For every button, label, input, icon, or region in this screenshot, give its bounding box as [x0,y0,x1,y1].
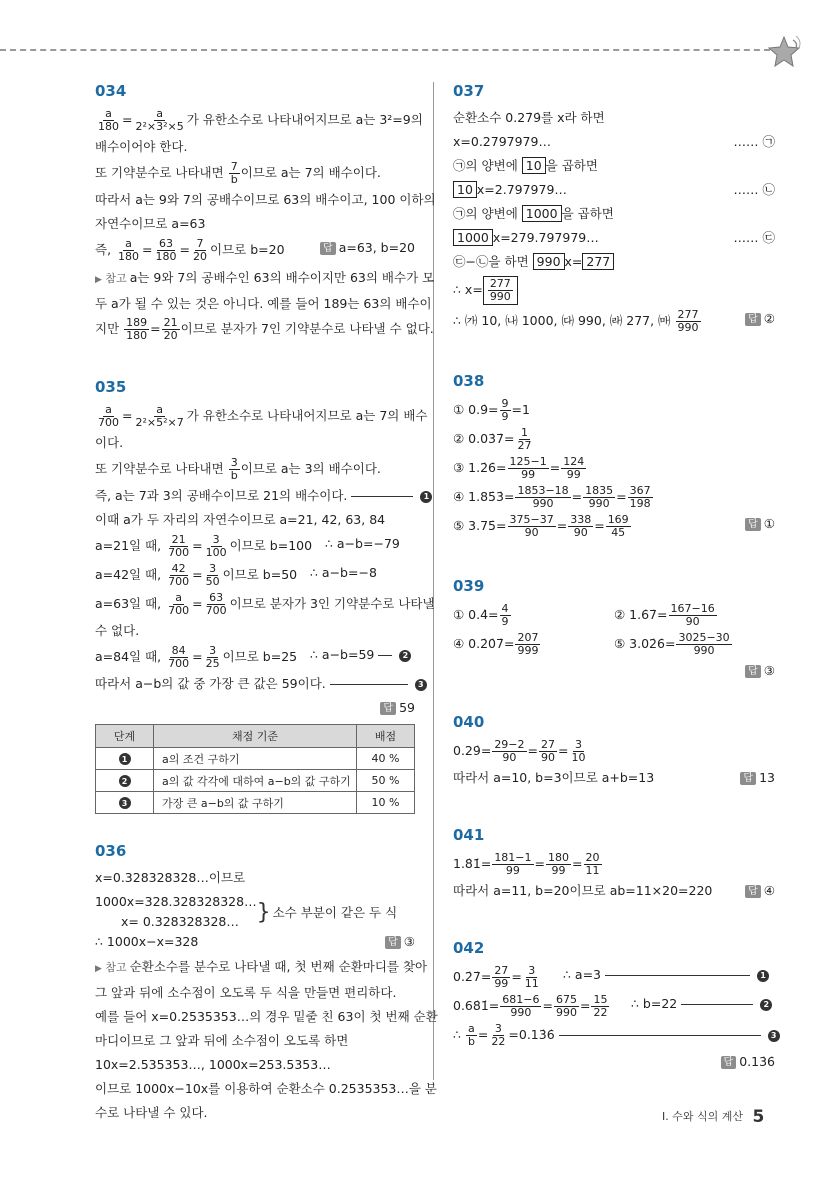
problem-number: 040 [453,713,485,731]
answer-badge-icon [740,772,756,785]
fraction: $\frac{189}{180}$ [126,316,148,342]
grading-table: 단계 채점 기준 배점 1 a의 조건 구하기 40 % 2 a의 값 각각에 대하여 a−b의 값 구하기 50 % 3 가장 큰 a−b의 값 구하기 10 % [95,724,415,814]
right-column [453,82,775,1076]
answer: 답59 [95,698,415,718]
fraction: $\frac{21}{700}$ [168,533,190,559]
fraction: $\frac{21}{20}$ [163,316,178,342]
fraction: $\frac{84}{700}$ [168,644,190,670]
fraction: $\frac{3}{10}$ [571,738,586,764]
fraction: $\frac{277}{990}$ [489,277,511,303]
fraction: $\frac{681-6}{990}$ [502,993,540,1019]
fraction: $\frac{167-16}{90}$ [670,602,715,628]
fraction: $\frac{675}{990}$ [555,993,577,1019]
fraction: $\frac{338}{90}$ [570,513,592,539]
fraction: $\frac{a}{\text{2²×3²×5}}$ [135,107,184,133]
table-row: 3 가장 큰 a−b의 값 구하기 10 % [96,792,415,814]
step-2-marker: 2 [399,650,411,662]
problem-number: 035 [95,378,127,396]
problem-number: 037 [453,82,485,100]
problem-037: 037 순환소수 0.27̇9̇를 x라 하면 x=0.2797979… …… ㉠ ㉠의 양변에 10 을 곱하면 10 x=2.797979… …… ㉡ ㉠의 양변에 1000 을 곱하면 1000 x=279.797979… …… ㉢ ㉢−㉡을 하면 990 x= 277 ∴ x= $\frac{277}{990}$ ∴ ㈎ 10, ㈏ 1000, ㈐ 990, ㈑ 277, ㈒ $\frac{277}{990}$ 답 ② [453,82,775,334]
triangle-icon: ▶ [95,964,102,974]
problem-038: 038 ① 0.9̇= $\frac{9}{9}$ =1 ② 0.03̇7̇= $\frac{1}{27}$ ③ 1.2̇6̇= $\frac{125-1}{99}$ = $\frac{124}{99}$ ④ 1.85̇3̇= $\frac{1853-18}{990}$ = $\frac{1835}{990}$ = $\frac{367}{198}$ ⑤ 3.75̇= $\frac{375-37}{90}$ = $\frac{338}{90}$ = $\frac{169}{45}$ 답 ① [453,372,775,539]
fraction: $\frac{125-1}{99}$ [509,455,547,481]
answer-badge-icon [745,518,761,531]
problem-number: 039 [453,577,485,595]
answer: 답 ④ [745,881,775,901]
fraction: $\frac{180}{99}$ [548,851,570,877]
header-dashed-line [0,49,780,51]
answer-badge-icon [320,242,336,255]
fraction: $\frac{9}{9}$ [501,397,509,423]
fraction: $\frac{a}{700}$ [168,591,190,617]
page-number: 5 [752,1107,765,1127]
problem-042: 042 0.2̇7̇= $\frac{27}{99}$ = $\frac{3}{11}$ ∴ a=3 1 0.68̇1̇= $\frac{681-6}{990}$ = $\frac{675}{990}$ = $\frac{15}{22}$ ∴ b=22 2 ∴ $\frac{a}{b}$ = $\frac{3}{22}$ =0.13̇6̇ 3 답0.13̇6̇ [453,939,775,1072]
problem-number: 038 [453,372,485,390]
table-row: 2 a의 값 각각에 대하여 a−b의 값 구하기 50 % [96,770,415,792]
fraction: $\frac{a}{700}$ [98,403,119,429]
fraction: $\frac{42}{700}$ [168,562,190,588]
right-brace-icon: } [256,899,271,925]
problem-041: 041 1.8̇1̇= $\frac{181-1}{99}$ = $\frac{180}{99}$ = $\frac{20}{11}$ 따라서 a=11, b=20이므로 ab=11×20=220 답 ④ [453,826,775,901]
fraction: $\frac{3}{50}$ [205,562,220,588]
answer: 답③ [453,661,775,681]
triangle-icon: ▶ [95,275,102,285]
answer: 답 ③ [385,932,415,952]
fraction: $\frac{207}{999}$ [517,631,539,657]
page-footer [662,1107,764,1127]
problem-number: 042 [453,939,485,957]
answer-badge-icon [385,936,401,949]
fraction: $\frac{375-37}{90}$ [509,513,554,539]
chapter-title: Ⅰ. 수와 식의 계산 [662,1110,743,1123]
fraction: $\frac{1853-18}{990}$ [517,484,569,510]
fraction: $\frac{27}{90}$ [541,738,556,764]
step-3-marker: 3 [768,1030,780,1042]
fraction: $\frac{367}{198}$ [629,484,651,510]
fraction: $\frac{15}{22}$ [593,993,608,1019]
note: ▶ 참고 a는 9와 7의 공배수인 63의 배수이지만 63의 배수가 모 [95,270,435,285]
answer: 답 ② [745,309,775,329]
fraction: $\frac{63}{180}$ [155,237,177,263]
fraction: $\frac{3}{25}$ [205,644,220,670]
fraction: $\frac{3}{b}$ [230,456,238,482]
problem-039: 039 ① 0.4̇= $\frac{4}{9}$ ② 1.6̇7̇= $\frac{167-16}{90}$ ④ 0.2̇0̇7̇= $\frac{207}{999}$ ⑤ 3.02̇6̇= $\frac{3025-30}{990}$ 답③ [453,577,775,681]
problem-number: 036 [95,842,127,860]
star-icon [766,34,802,70]
fraction: $\frac{20}{11}$ [585,851,600,877]
step-2-marker: 2 [760,999,772,1011]
answer-badge-icon [380,702,396,715]
answer-badge-icon [745,665,761,678]
problem-035: 035 $\frac{a}{700}$ = $\frac{a}{\text{2²×5²×7}}$ 가 유한소수로 나타내어지므로 a는 7의 배수 이다. 또 기약분수로 나타내면 $\frac{3}{b}$ 이므로 a는 3의 배수이다. 즉, a는 7과 3의 공배수이므로 21의 배수이다. 1 이때 a가 두 자리의 자연수이므로 a=21, 42, 63, 84 a=21일 때, $\frac{21}{700}$ = $\frac{3}{100}$ 이므로 b=100 ∴ a−b=−79 a=42일 때, $\frac{42}{700}$ = $\frac{3}{50}$ 이므로 b=50 ∴ a−b=−8 a=63일 때, $\frac{a}{700}$ = $\frac{63}{700}$ 이므로 분자가 3인 기약분수로 나타낼 수 없다. a=84일 때, $\frac{84}{700}$ = $\frac{3}{25}$ 이므로 b=25 ∴ a−b=59 2 따라서 a−b의 값 중 가장 큰 값은 59이다. 3 답59 단계 채점 기준 배점 1 a의 조건 구하기 40 % 2 a의 값 각각에 대하여 a−b의 값 구하기 50 % 3 가장 큰 a−b의 값 구하기 10 % [95,378,415,814]
fraction: $\frac{a}{\text{2²×5²×7}}$ [135,403,184,429]
fraction: $\frac{63}{700}$ [205,591,227,617]
fraction: $\frac{3}{11}$ [524,964,539,990]
fraction: $\frac{1835}{990}$ [585,484,614,510]
problem-034: 034 $\frac{a}{180}$ = $\frac{a}{\text{2²×3²×5}}$ 가 유한소수로 나타내어지므로 a는 3²=9의 배수이어야 한다. 또 기약분수로 나타내면 $\frac{7}{b}$ 이므로 a는 7의 배수이다. 따라서 a는 9와 7의 공배수이므로 63의 배수이고, 100 이하의 자연수이므로 a=63 즉, $\frac{a}{180}$ = $\frac{63}{180}$ = $\frac{7}{20}$ 이므로 b=20 답 a=63, b=20 ▶ 참고 a는 9와 7의 공배수인 63의 배수이지만 63의 배수가 모 두 a가 될 수 있는 것은 아니다. 예를 들어 189는 63의 배수이 지만 $\frac{189}{180}$ = $\frac{21}{20}$ 이므로 분자가 7인 기약분수로 나타낼 수 없다. [95,82,415,342]
fraction: $\frac{7}{b}$ [230,160,238,186]
fraction: $\frac{124}{99}$ [563,455,585,481]
fraction: $\frac{4}{9}$ [501,602,509,628]
fraction: $\frac{3025-30}{990}$ [678,631,730,657]
answer-badge-icon [745,885,761,898]
answer-badge-icon [721,1056,737,1069]
answer: 답 ① [745,514,775,534]
answer: 답0.13̇6̇ [453,1052,775,1072]
problem-number: 041 [453,826,485,844]
answer: 답 a=63, b=20 [320,238,415,258]
fraction: $\frac{a}{b}$ [467,1022,475,1048]
column-divider [433,82,434,1080]
problem-040: 040 0.29̇= $\frac{29-2}{90}$ = $\frac{27}{90}$ = $\frac{3}{10}$ 따라서 a=10, b=3이므로 a+b=13 답 13 [453,713,775,788]
fraction: $\frac{a}{180}$ [98,107,119,133]
fraction: $\frac{a}{180}$ [118,237,140,263]
left-column [95,82,438,1126]
answer-badge-icon [745,313,761,326]
fraction: $\frac{181-1}{99}$ [494,851,532,877]
note: ▶ 참고 순환소수를 분수로 나타낼 때, 첫 번째 순환마디를 찾아 [95,959,428,974]
step-1-marker: 1 [420,491,432,503]
problem-036: 036 x=0.328328328…이므로 1000x=328.328328328… x= 0.328328328… } 소수 부분이 같은 두 식 ∴ 1000x−x=328 답 ③ ▶ 참고 순환소수를 분수로 나타낼 때, 첫 번째 순환마디를 찾아 그 앞과 뒤에 소수점이 오도록 두 식을 만들면 편리하다. 예를 들어 x=0.2535353…의 경우 밑줄 친 63이 첫 번째 순환 마디이므로 그 앞과 뒤에 소수점이 오도록 하면 10x=2.535353…, 1000x=253.5353… 이므로 1000x−10x를 이용하여 순환소수 0.2535353…을 분 수로 나타낼 수 있다. [95,842,415,1124]
step-1-marker: 1 [757,970,769,982]
answer: 답 13 [740,768,775,788]
fraction: $\frac{27}{99}$ [494,964,509,990]
fraction: $\frac{3}{100}$ [205,533,227,559]
step-3-marker: 3 [415,679,427,691]
fraction: $\frac{1}{27}$ [517,426,532,452]
table-row: 1 a의 조건 구하기 40 % [96,748,415,770]
fraction: $\frac{277}{990}$ [677,308,699,334]
fraction: $\frac{7}{20}$ [193,237,208,263]
fraction: $\frac{29-2}{90}$ [494,738,525,764]
fraction: $\frac{3}{22}$ [491,1022,506,1048]
problem-number: 034 [95,82,127,100]
fraction: $\frac{169}{45}$ [607,513,629,539]
